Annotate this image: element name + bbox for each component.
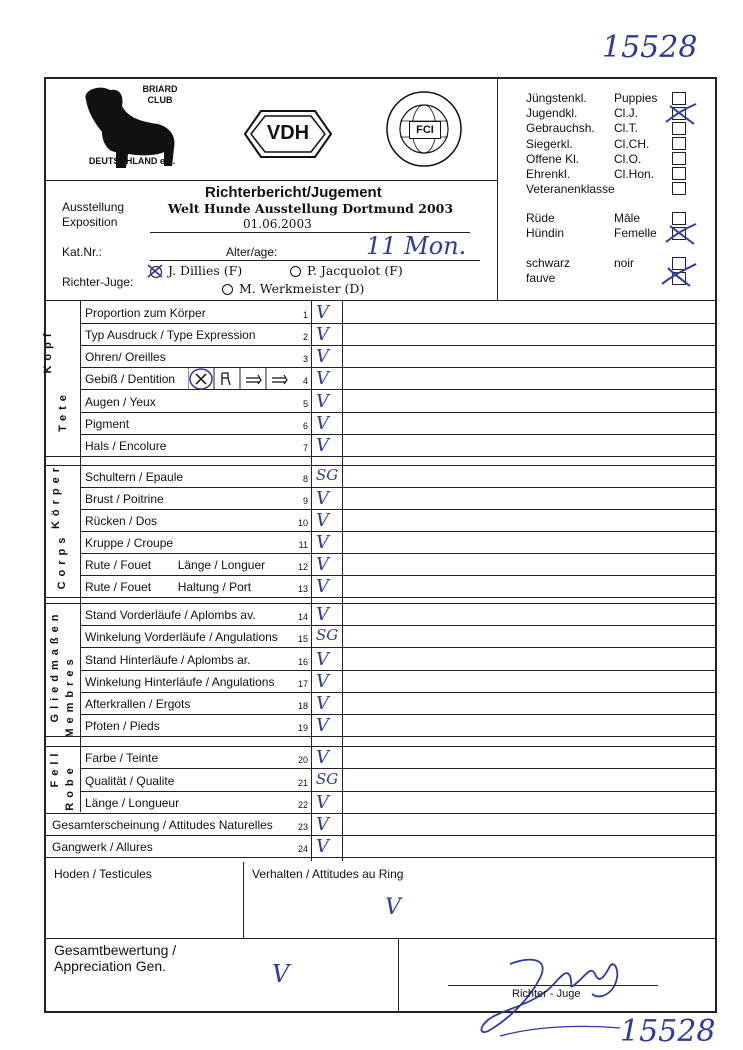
criterion-number: 14 (297, 612, 308, 622)
dentition-icons (188, 368, 292, 390)
row-line (45, 813, 716, 814)
show-date: 01.06.2003 (243, 217, 312, 231)
criterion-label: Länge / Longueur (85, 796, 180, 810)
checkbox[interactable] (672, 152, 686, 165)
row-line (80, 389, 716, 390)
fci-ring-text: FEDERATION CYNOLOGIQUE INTERNATIONALE (395, 170, 453, 180)
criterion-label: Winkelung Vorderläufe / Angulations (85, 630, 278, 644)
sex-de (526, 211, 564, 241)
mark-col-left (311, 301, 312, 861)
label-hoden: Hoden / Testicules (54, 867, 152, 881)
vdh-logo (239, 108, 337, 160)
criterion-number: 11 (298, 540, 308, 550)
row-line (80, 412, 716, 413)
top-handwritten-number: 15528 (602, 30, 698, 65)
criterion-mark[interactable]: V (316, 368, 329, 389)
radio-icon[interactable] (222, 284, 233, 295)
fci-logo (385, 90, 463, 180)
show-name: Welt Hunde Ausstellung Dortmund 2003 (168, 201, 454, 216)
club-name-bottom: DEUTSCHLAND e.V. (88, 156, 176, 166)
row-line (80, 670, 716, 671)
class-jugend: Jugendkl. (526, 106, 578, 121)
row-line (80, 791, 716, 792)
criterion-label: Rute / Fouet Länge / Longuer (85, 558, 266, 572)
criterion-number: 3 (302, 354, 308, 364)
class-cl-ch: Cl.CH. (614, 136, 650, 151)
criterion-label: Proportion zum Körper (85, 306, 206, 320)
row-line (45, 857, 716, 858)
bottom-handwritten-number: 15528 (620, 1014, 716, 1049)
criterion-number: 19 (297, 723, 308, 733)
row-line (45, 456, 716, 457)
label-richter-juge: Richter - Juge (512, 988, 581, 1000)
criterion-mark[interactable]: SG (316, 626, 339, 644)
class-list-left (526, 91, 615, 197)
criterion-mark[interactable]: V (316, 413, 329, 434)
criterion-mark[interactable]: V (316, 747, 329, 768)
label-verhalten: Verhalten / Attitudes au Ring (252, 867, 404, 881)
section-fell: Fell (49, 748, 61, 788)
row-line (80, 345, 716, 346)
class-cl-hon: Cl.Hon. (614, 167, 655, 182)
class-juengsten: Jüngstenkl. (526, 91, 587, 105)
briard-club-logo (80, 82, 180, 177)
criterion-mark[interactable]: V (316, 324, 329, 345)
criterion-label: Winkelung Hinterläufe / Angulations (85, 675, 275, 689)
sex-male: Mâle (614, 211, 641, 225)
criterion-mark[interactable]: V (316, 346, 329, 367)
criterion-label: Gangwerk / Allures (52, 840, 153, 854)
class-gebrauch: Gebrauchsh. (526, 121, 595, 136)
criterion-label: Afterkrallen / Ergots (85, 697, 191, 711)
criterion-label: Typ Ausdruck / Type Expression (85, 328, 256, 342)
criterion-number: 4 (302, 376, 308, 386)
radio-checked-icon[interactable] (150, 266, 162, 278)
criterion-number: 7 (302, 443, 308, 453)
row-line (45, 736, 716, 737)
label-ausstellung: Ausstellung (62, 200, 125, 214)
criterion-number: 16 (297, 657, 308, 667)
criterion-mark[interactable]: V (316, 510, 329, 531)
checkbox[interactable] (672, 182, 686, 195)
criterion-number: 5 (302, 399, 308, 409)
row-line (80, 531, 716, 532)
criterion-mark[interactable]: V (316, 576, 329, 597)
row-line (45, 465, 716, 466)
row-line (80, 692, 716, 693)
alter-value[interactable]: 11 Mon. (366, 232, 467, 260)
criterion-label: Qualität / Qualite (85, 774, 175, 788)
criterion-label: Pfoten / Pieds (85, 719, 160, 733)
criterion-number: 1 (302, 310, 308, 320)
criterion-label: Rute / Fouet Haltung / Port (85, 580, 252, 594)
criterion-label: Gesamterscheinung / Attitudes Naturelles (52, 818, 273, 832)
criterion-mark[interactable]: V (316, 649, 329, 670)
judge3-name: M. Werkmeister (D) (239, 281, 365, 296)
criterion-mark[interactable]: V (316, 814, 329, 835)
label-katnr: Kat.Nr.: (62, 245, 103, 259)
section-tete: Tete (57, 390, 69, 432)
criterion-label: Gebiß / Dentition (85, 372, 176, 386)
criterion-label: Augen / Yeux (85, 395, 156, 409)
judge1 (150, 263, 242, 278)
criterion-number: 24 (297, 844, 308, 854)
label-alter: Alter/age: (226, 245, 278, 259)
row-line (80, 575, 716, 576)
criterion-number: 12 (297, 562, 308, 572)
fci-text: FCI (409, 121, 441, 139)
section-membres: Membres (64, 654, 76, 738)
row-line (80, 768, 716, 769)
judge2-name: P. Jacquolot (F) (307, 263, 403, 278)
label-exposition: Exposition (62, 215, 118, 229)
criterion-label: Farbe / Teinte (85, 751, 159, 765)
criterion-mark[interactable]: V (316, 532, 329, 553)
class-offene: Offene Kl. (526, 151, 580, 166)
criterion-label: Schultern / Epaule (85, 470, 184, 484)
vdh-text: VDH (266, 122, 310, 144)
criterion-number: 9 (302, 496, 308, 506)
row-line (80, 367, 716, 368)
judge1-name: J. Dillies (F) (168, 263, 243, 278)
checkbox[interactable] (672, 137, 686, 150)
criterion-label: Pigment (85, 417, 130, 431)
row-line (80, 714, 716, 715)
row-line (80, 647, 716, 648)
judge3 (222, 281, 364, 296)
criterion-mark[interactable]: V (316, 792, 329, 813)
class-cl-j: Cl.J. (614, 106, 638, 121)
underline (150, 260, 480, 261)
criterion-number: 22 (297, 800, 308, 810)
criterion-number: 6 (302, 421, 308, 431)
divider (497, 78, 498, 300)
row-line (80, 323, 716, 324)
criterion-label: Stand Hinterläufe / Aplombs ar. (85, 653, 251, 667)
class-veteranen: Veteranenklasse (526, 182, 615, 197)
row-line (80, 625, 716, 626)
color-schwarz: schwarz (526, 256, 571, 270)
criterion-mark[interactable]: SG (316, 466, 339, 484)
section-kopf: Kopf (42, 328, 54, 374)
criterion-mark[interactable]: V (316, 391, 329, 412)
sex-fr (614, 211, 657, 241)
criterion-number: 20 (297, 755, 308, 765)
criterion-number: 23 (297, 822, 308, 832)
row-line (45, 597, 716, 598)
class-puppies: Puppies (614, 91, 658, 105)
criterion-mark[interactable]: V (316, 554, 329, 575)
criterion-number: 13 (297, 584, 308, 594)
class-cl-t: Cl.T. (614, 121, 638, 136)
criterion-mark[interactable]: V (316, 693, 329, 714)
class-sieger: Siegerkl. (526, 136, 573, 151)
label-richter: Richter-Juge: (62, 275, 134, 289)
section-gliedmassen: Gliedmaßen (49, 609, 61, 723)
page-title: Richterbericht/Jugement (205, 184, 382, 201)
class-cl-o: Cl.O. (614, 151, 642, 166)
criterion-label: Stand Vorderläufe / Aplombs av. (85, 608, 256, 622)
label-gesamt1: Gesamtbewertung / (54, 942, 177, 958)
criterion-number: 10 (297, 518, 308, 528)
row-line (80, 509, 716, 510)
criterion-number: 2 (302, 332, 308, 342)
bottom-divider (45, 938, 716, 939)
criterion-mark[interactable]: V (316, 836, 329, 857)
criterion-label: Brust / Poitrine (85, 492, 164, 506)
color-de (526, 256, 570, 286)
row-line (45, 746, 716, 747)
check-cross-mark (664, 102, 698, 126)
color-noir: noir (614, 256, 635, 270)
judge2 (290, 263, 403, 278)
divider (45, 300, 716, 301)
criterion-mark[interactable]: V (316, 715, 329, 736)
verhalten-mark[interactable]: V (385, 895, 401, 920)
check-cross-mark (660, 262, 698, 288)
section-robe: Robe (64, 763, 76, 811)
sex-huendin: Hündin (526, 226, 565, 240)
label-gesamt2: Appreciation Gen. (54, 958, 167, 974)
color-fauve: fauve (526, 271, 556, 285)
class-list-right (614, 91, 657, 182)
row-line (80, 434, 716, 435)
criterion-number: 21 (297, 778, 308, 788)
bottom-divider (243, 862, 244, 939)
section-corps: Corps (56, 532, 68, 590)
criterion-label: Kruppe / Croupe (85, 536, 174, 550)
checkbox[interactable] (672, 167, 686, 180)
criterion-label: Ohren/ Oreilles (85, 350, 166, 364)
radio-icon[interactable] (290, 266, 301, 277)
criterion-label: Rücken / Dos (85, 514, 158, 528)
section-koerper: Körper (50, 462, 62, 530)
row-line (80, 553, 716, 554)
mark-col-right (342, 301, 343, 861)
check-cross-mark (664, 222, 698, 246)
criterion-number: 17 (297, 679, 308, 689)
criterion-number: 18 (297, 701, 308, 711)
bottom-divider (398, 938, 399, 1013)
criterion-mark[interactable]: V (316, 488, 329, 509)
criterion-number: 8 (302, 474, 308, 484)
class-ehren: Ehrenkl. (526, 167, 571, 182)
row-line (45, 603, 716, 604)
sex-ruede: Rüde (526, 211, 555, 225)
row-line (45, 835, 716, 836)
gesamt-mark[interactable]: V (272, 960, 290, 988)
criterion-mark[interactable]: V (316, 671, 329, 692)
sex-femelle: Femelle (614, 226, 657, 240)
criterion-mark[interactable]: V (316, 604, 329, 625)
criterion-mark[interactable]: V (316, 435, 329, 456)
divider (45, 180, 498, 181)
criterion-mark[interactable]: SG (316, 770, 339, 788)
criterion-number: 15 (297, 634, 308, 644)
criterion-label: Hals / Encolure (85, 439, 167, 453)
criterion-mark[interactable]: V (316, 302, 329, 323)
row-line (80, 487, 716, 488)
club-name-top: BRIARD CLUB (142, 84, 178, 105)
